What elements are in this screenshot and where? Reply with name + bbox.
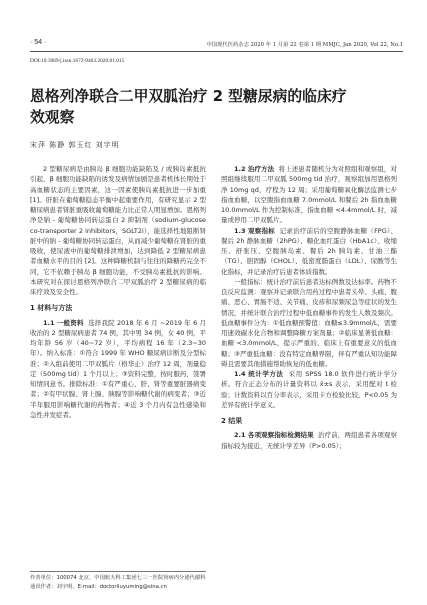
general-data-paragraph	[30, 318, 206, 421]
subsection-title: 1.3 观察指标	[234, 226, 276, 235]
subsection-text: 将上述患者随机分为对照组和观察组，对照组继续服用二甲双胍 500mg tid 治疗，观察组加用恩格列净 10mg qd，疗程为 12 周；采用葡萄糖氧化酶法监测七步指血血糖，以空腹指血血糖 7.0mmol/L 和餐后 2h 指血血糖 10.0mmol/L 作为控制标准，指血血糖 <4.4mmol/L 时，减量或停用二甲双胍片。	[221, 165, 398, 225]
subsection-title: 2.1 各项观察指标检测结果	[234, 431, 314, 440]
article-title: 恩格列净联合二甲双胍治疗 2 型糖尿病的临床疗效观察	[30, 88, 347, 126]
observation-paragraph	[221, 226, 397, 277]
statistics-paragraph	[221, 369, 397, 410]
page-number: · 54 ·	[30, 39, 47, 46]
right-column	[221, 164, 397, 451]
subsection-text: 记录治疗前后的空腹静脉血糖（FPG）、餐后 2h 静脉血糖（2hPG）、糖化血红蛋白（HbA1c）、收缩压、舒张压、空腹胰岛素、餐后 2h 胰岛素、甘油三酯（TG）、胆固醇（CHOL）、低密度脂蛋白（LDL）、尿酸等生化指标，并记录治疗后患者体质指数。	[221, 226, 397, 276]
page-header	[30, 38, 403, 52]
results-paragraph	[221, 430, 397, 451]
subsection-title: 1.1 一般资料	[43, 318, 84, 327]
section-heading-methods: 1 材料与方法	[30, 304, 73, 313]
subsection-title: 1.2 治疗方法	[234, 165, 275, 173]
journal-info: 中国现代医药杂志 2020 年 1 月第 22 卷第 1 期 MMJC, Jan 2020, Vol 22, No.1	[206, 42, 403, 48]
left-column	[30, 164, 206, 420]
intro-paragraph: 2 型糖尿病是由胰岛 β 细胞功能缺陷及 / 或胰岛素抵抗引起，β 细胞功能缺陷的诱发及病情加剧是患者机体长期处于高血糖状态的主要因素，这一因素使胰岛素抵抗进一步加重 [1]。肝脏在葡萄糖稳态平衡中起重要作用，有研究显示 2 型糖尿病患者肾脏重吸收葡萄糖能力比正常人明显增加。恩格列净是钠 - 葡萄糖协同转运蛋白 2 抑制剂（sodium-glucose co-transporter 2 inhibitors，SGLT2i），能选择性地阻断肾脏中的钠 - 葡萄糖协同转运蛋白，从而减少葡萄糖在肾脏的重吸收，使尿液中的葡萄糖排泄增加，达到降低 2 型糖尿病患者血糖水平的目的 [2]。这种降糖机制与往往的降糖药完全不同，它不依赖于胰岛 β 细胞功能，不受胰岛素抵抗的影响。本研究对在探讨恩格列净联合二甲双胍治疗 2 型糖尿病的临床疗效及安全性。	[30, 165, 206, 296]
section-heading-results: 2 结果	[221, 417, 243, 425]
treatment-paragraph	[221, 164, 397, 226]
author-unit: 作者单位：100074 北京，中国航天科工集团七三一医院肾病内分泌代谢科	[30, 575, 206, 581]
subsection-text: 采用 SPSS 18.0 软件进行统计学分析。符合正态分布的计量资料以 x̄±s 表示，采用配对 t 检验；计数资料以百分率表示，采用卡方检验比较，P<0.05 为差异有统计学意义。	[221, 370, 398, 409]
corresponding-author: 通讯作者：刘宇明，E-mail：doctorliuyuming@sina.cn	[30, 583, 167, 590]
footnote	[30, 571, 206, 592]
subsection-title: 1.4 统计学方法	[234, 370, 284, 378]
subsection-text: 治疗前，两组患者各项观察指标较为接近，无统计学差异（P>0.05）；	[221, 431, 397, 450]
safety-paragraph: 一般指标：统计治疗前后患者达标例数及达标率。药物不良反应监测：观察并记录联合用药过程中患者头晕、头痛、腹痛、恶心、胃肠不适、关节痛、皮疹和尿频尿急等症状的发生情况，并统计联合治疗过程中低血糖事件的发生人数及频次。低血糖事件分为：①低血糖预警值：血糖≤3.9mmol/L，需要用速效碳水化合物和调整降糖方案剂量；②临床显著低血糖：血糖 <3.0mmol/L，提示严重的、临床上有重要意义的低血糖；③严重低血糖：没有特定血糖界限，伴有严重认知功能障碍且需要其他措施帮助恢复的低血糖。	[221, 277, 397, 368]
authors: 宋萍 陈静 郭玉红 刘宇明	[30, 141, 120, 149]
subsection-text: 选择我院 2018 年 6 月 ~2019 年 6 月收治的 2 型糖尿病患者 74 例，其中男 34 例，女 40 例，平均年龄 56 岁（40~72 岁），平均病程 16 年（2.3~30 年）。纳入标准：①符合 1999 年 WHO 糖尿病诊断及分型标准；②入组前使用二甲双胍片（格华止）治疗 12 周，剂量稳定（500mg tid）1 个月以上；③资料完整，按时服药，签署知情同意书。排除标准：①有严重心、肝、肾等重要脏器病变者；②有甲状腺、肾上腺、胰腺等影响糖代谢的病变者；③近半年服用影响糖代谢的药物者；④近 3 个月内有急性感染和急性并发症者。	[30, 318, 207, 419]
doi: DOI:10.3969/j.issn.1672-9463.2020.01.015	[30, 58, 125, 64]
